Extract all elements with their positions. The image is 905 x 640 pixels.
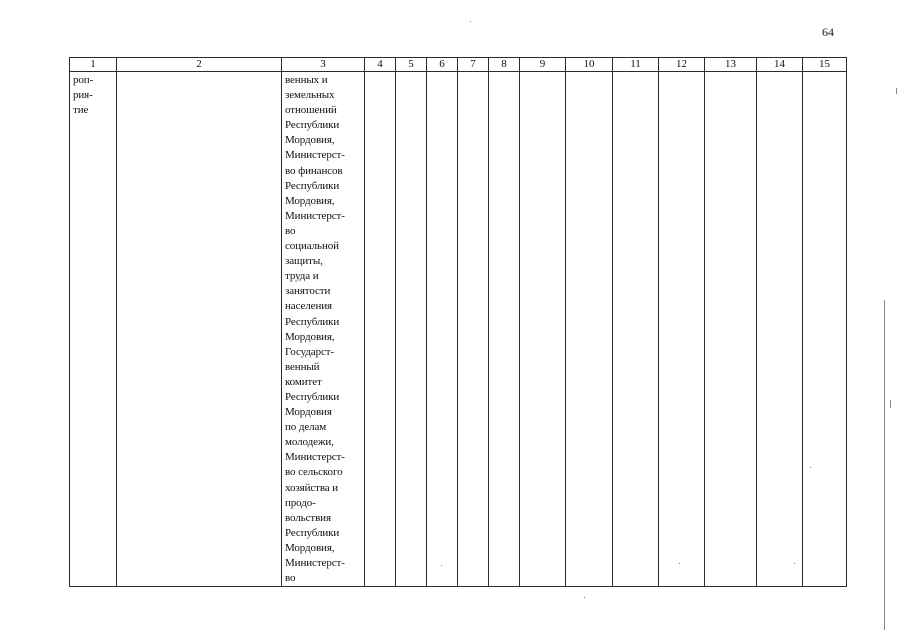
scan-edge-tick <box>896 88 897 94</box>
column-header-2: 2 <box>117 58 282 72</box>
column-header-8: 8 <box>489 58 520 72</box>
column-header-11: 11 <box>613 58 659 72</box>
cell-col-10 <box>566 72 613 587</box>
column-header-4: 4 <box>365 58 396 72</box>
column-header-3: 3 <box>282 58 365 72</box>
data-table <box>69 57 847 587</box>
column-header-7: 7 <box>458 58 489 72</box>
scan-speck <box>679 563 680 564</box>
cell-col-3 <box>282 72 365 587</box>
scan-speck <box>794 563 795 564</box>
scan-speck <box>584 597 585 598</box>
column-header-1: 1 <box>70 58 117 72</box>
cell-col-4 <box>365 72 396 587</box>
scan-edge-tick <box>890 400 891 408</box>
cell-col-13 <box>705 72 757 587</box>
cell-col-2 <box>117 72 282 587</box>
cell-col-7 <box>458 72 489 587</box>
cell-col-1 <box>70 72 117 587</box>
cell-col-15 <box>803 72 847 587</box>
column-header-15: 15 <box>803 58 847 72</box>
page-number: 64 <box>822 25 834 39</box>
table-row <box>70 72 847 587</box>
column-header-5: 5 <box>396 58 427 72</box>
cell-col-3-text: венных и земельных отношений Республики Мордовия, Министерст- во финансов Республики Мордовия, Министерст- во социальной защиты, труда и занятости населения Республики Мордовия, Государст- венный комитет Республики Мордовия по делам молодежи, Министерст- во сельского хозяйства и продо- вольствия Республики Мордовия, Министерст- во <box>285 74 345 585</box>
column-header-9: 9 <box>520 58 566 72</box>
cell-col-5 <box>396 72 427 587</box>
scan-speck <box>441 565 442 566</box>
scan-edge-line <box>884 300 885 630</box>
header-row <box>70 58 847 72</box>
cell-col-1-text: роп- рия- тие <box>73 74 94 117</box>
column-header-10: 10 <box>566 58 613 72</box>
scan-speck <box>470 21 471 22</box>
column-header-12: 12 <box>659 58 705 72</box>
cell-col-11 <box>613 72 659 587</box>
column-header-13: 13 <box>705 58 757 72</box>
scan-speck <box>810 467 811 468</box>
column-header-6: 6 <box>427 58 458 72</box>
cell-col-2-text <box>117 72 281 73</box>
cell-col-9 <box>520 72 566 587</box>
column-header-14: 14 <box>757 58 803 72</box>
cell-col-8 <box>489 72 520 587</box>
cell-col-14 <box>757 72 803 587</box>
cell-col-12 <box>659 72 705 587</box>
cell-col-6 <box>427 72 458 587</box>
